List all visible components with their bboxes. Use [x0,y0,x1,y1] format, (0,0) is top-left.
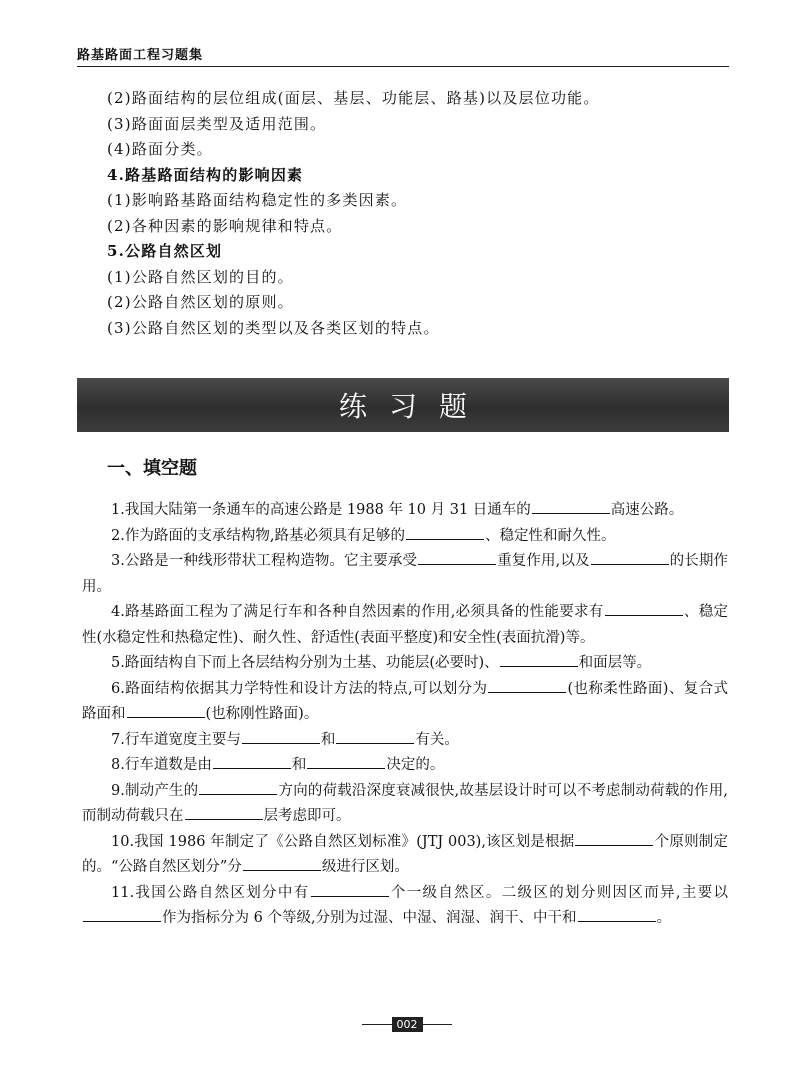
outline-item: (2)各种因素的影响规律和特点。 [107,216,343,235]
answer-blank[interactable] [591,563,669,565]
answer-blank[interactable] [488,691,566,693]
question-text: 。 [656,910,672,926]
question-text: 、稳定性(水稳定性和热稳定性)、耐久性、舒适性(表面平整度)和安全性(表面抗滑)等。 [82,604,728,646]
outline-item: (1)公路自然区划的目的。 [107,267,294,286]
question-text: 决定的。 [386,757,445,773]
outline-heading: 5.公路自然区划 [107,242,223,260]
question-text: 有关。 [415,731,459,748]
question-text: 8.行车道数是由 [111,757,212,773]
question-text: 和面层等。 [578,655,652,671]
question-text: 6.路面结构依据其力学特性和设计方法的特点,可以划分为 [111,680,488,697]
answer-blank[interactable] [242,742,320,744]
outline-heading: 4.路基路面结构的影响因素 [107,165,304,184]
question-text: 级进行区划。 [321,859,409,875]
answer-blank[interactable] [83,920,161,922]
question-item [82,651,728,677]
question-text: 的长期作用。 [82,553,728,595]
question-text: 和 [291,757,307,773]
answer-blank[interactable] [532,512,610,514]
question-item [82,677,728,728]
question-item [82,830,728,881]
outline-item: (4)路面分类。 [107,140,213,158]
outline-item: (2)路面结构的层位组成(面层、基层、功能层、路基)以及层位功能。 [107,89,600,107]
question-text: 高速公路。 [610,502,684,518]
outline-item: (1)影响路基路面结构稳定性的多类因素。 [107,191,408,209]
question-item [82,728,728,754]
outline-item: (3)路面面层类型及适用范围。 [107,114,327,133]
answer-blank[interactable] [500,665,578,667]
outline-item: (3)公路自然区划的类型以及各类区划的特点。 [107,318,440,337]
question-text: 、稳定性和耐久性。 [484,527,616,544]
outline-item: (2)公路自然区划的原则。 [107,293,294,311]
running-head: 路基路面工程习题集 [77,48,204,63]
question-text: (也称刚性路面)。 [205,706,319,722]
exercise-banner [77,378,729,432]
answer-blank[interactable] [243,869,321,871]
question-item [82,524,728,550]
question-item [82,498,728,524]
question-text: 9.制动产生的 [111,782,199,799]
answer-blank[interactable] [185,818,263,820]
question-list [82,498,728,932]
question-text: 1.我国大陆第一条通车的高速公路是 1988 年 10 月 31 日通车的 [111,502,531,518]
question-text: 方向的荷载沿深度衰减很快,故基层设计时可以不考虑制动荷载的作用,而制动荷载只在 [82,782,728,824]
question-item [82,600,728,651]
question-item [82,753,728,779]
answer-blank[interactable] [311,895,389,897]
answer-blank[interactable] [418,563,496,565]
question-text: 作为指标分为 6 个等级,分别为过湿、中湿、润湿、润干、中干和 [162,910,577,926]
answer-blank[interactable] [199,793,277,795]
question-text: 层考虑即可。 [263,808,351,824]
page-number-box [362,1016,452,1032]
answer-blank[interactable] [213,767,291,769]
question-item [82,881,728,932]
answer-blank[interactable] [406,538,484,540]
outline-list [107,86,727,341]
answer-blank[interactable] [578,920,656,922]
page-number: 002 [392,1017,423,1032]
question-item [82,549,728,600]
banner-title: 练习题 [338,390,489,423]
question-text: 2.作为路面的支承结构物,路基必须具有足够的 [111,527,405,544]
question-text: 5.路面结构自下而上各层结构分别为土基、功能层(必要时)、 [111,655,499,671]
section-title: 一、填空题 [107,458,197,479]
question-text: 个原则制定的。“公路自然区划分”分 [82,833,729,875]
question-text: 3.公路是一种线形带状工程构造物。它主要承受 [111,553,418,569]
question-text: (也称柔性路面)、复合式路面和 [82,680,728,722]
answer-blank[interactable] [605,614,683,616]
answer-blank[interactable] [336,742,414,744]
answer-blank[interactable] [127,716,205,718]
question-text: 和 [320,731,336,748]
answer-blank[interactable] [307,767,385,769]
question-text: 4.路基路面工程为了满足行车和各种自然因素的作用,必须具备的性能要求有 [111,604,604,620]
header-rule [77,66,729,67]
question-text: 7.行车道宽度主要与 [111,731,241,748]
page-number-rule-right [423,1024,453,1025]
question-text: 10.我国 1986 年制定了《公路自然区划标准》(JTJ 003),该区划是根据 [111,833,575,850]
question-text: 重复作用,以及 [497,553,590,569]
question-item [82,779,728,830]
question-text: 11.我国公路自然区划分中有 [111,884,310,901]
answer-blank[interactable] [575,844,653,846]
question-text: 个一级自然区。二级区的划分则因区而异,主要以 [389,884,728,901]
page-number-rule-left [362,1024,392,1025]
